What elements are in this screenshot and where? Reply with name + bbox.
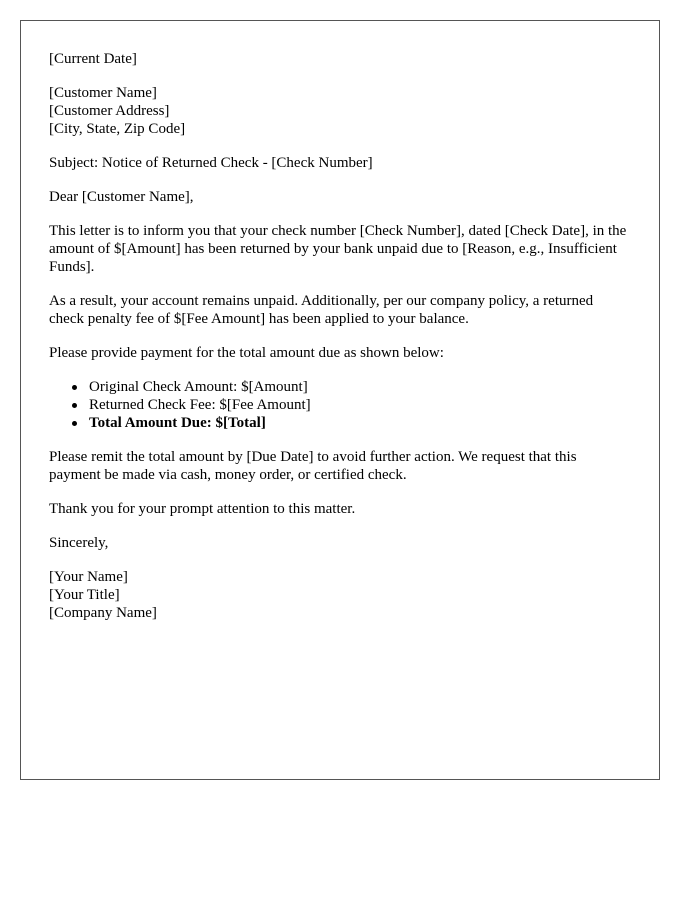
amount-due-list <box>49 378 631 432</box>
total-amount-due: Total Amount Due: $[Total] <box>89 415 266 431</box>
body-paragraph-thanks: Thank you for your prompt attention to this matter. <box>49 501 356 517</box>
letter-date: [Current Date] <box>49 51 137 67</box>
signature-name: [Your Name] <box>49 569 128 585</box>
bullet-icon <box>72 421 77 426</box>
body-paragraph-remit: Please remit the total amount by [Due Date] to avoid further action. We request that this payment be made via cash, money order, or certified check. <box>49 449 577 483</box>
body-paragraph-penalty-fee: As a result, your account remains unpaid. Additionally, per our company policy, a returned check penalty fee of $[Fee Amount] has been applied to your balance. <box>49 293 594 327</box>
bullet-icon <box>72 385 77 390</box>
body-paragraph-payment-request: Please provide payment for the total amount due as shown below: <box>49 345 444 361</box>
signature-title: [Your Title] <box>49 587 120 603</box>
subject-line: Subject: Notice of Returned Check - [Check Number] <box>49 155 373 171</box>
list-item <box>89 414 631 432</box>
original-check-amount: Original Check Amount: $[Amount] <box>89 379 308 395</box>
salutation: Dear [Customer Name], <box>49 189 194 205</box>
returned-check-fee: Returned Check Fee: $[Fee Amount] <box>89 397 311 413</box>
list-item <box>89 378 631 396</box>
list-item <box>89 396 631 414</box>
closing: Sincerely, <box>49 535 109 551</box>
recipient-city-state-zip: [City, State, Zip Code] <box>49 121 186 137</box>
recipient-address: [Customer Address] <box>49 103 170 119</box>
letter-page <box>20 20 660 780</box>
recipient-block <box>49 84 631 138</box>
signature-block <box>49 568 631 622</box>
signature-company: [Company Name] <box>49 605 157 621</box>
body-paragraph-returned-check: This letter is to inform you that your check number [Check Number], dated [Check Date], in the amount of $[Amount] has been returned by your bank unpaid due to [Reason, e.g., Insufficient Funds]. <box>49 223 627 275</box>
recipient-name: [Customer Name] <box>49 85 157 101</box>
bullet-icon <box>72 403 77 408</box>
